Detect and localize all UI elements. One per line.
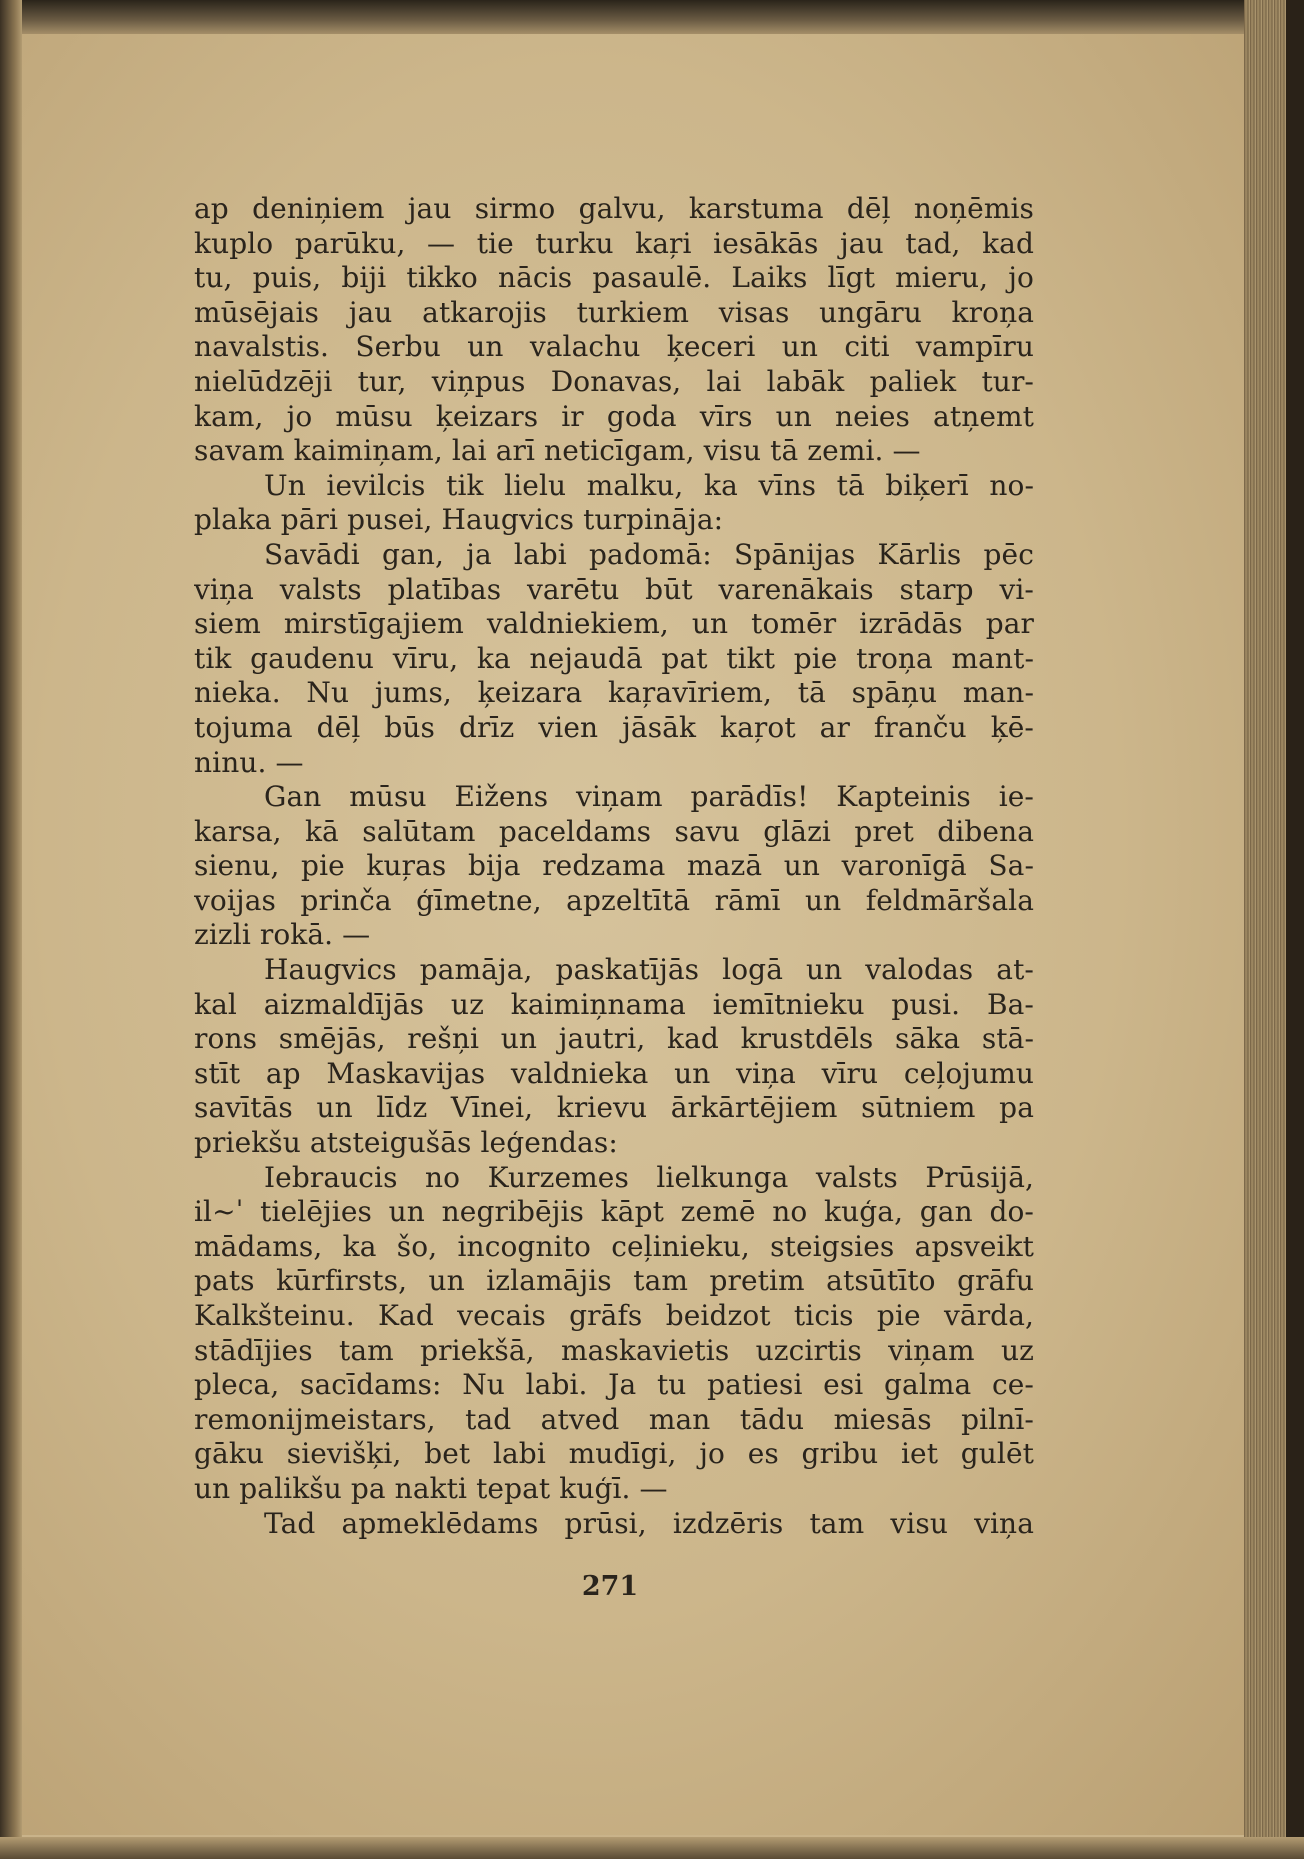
text-line: ap deniņiem jau sirmo galvu, karstuma dēļ noņēmis (194, 192, 1034, 225)
book-binding-edge (0, 0, 22, 1859)
text-line: ninu. — (194, 745, 304, 779)
text-line: un palikšu pa nakti tepat kuģī. — (194, 1471, 668, 1505)
text-line: viņa valsts platības varētu būt varenākais starp vi- (194, 572, 1034, 606)
text-line: tojuma dēļ būs drīz vien jāsāk kaŗot ar franču ķē- (194, 710, 1034, 744)
text-line: Tad apmeklēdams prūsi, izdzēris tam visu viņa (264, 1506, 1034, 1540)
text-line: sienu, pie kuŗas bija redzama mazā un varonīgā Sa- (194, 849, 1034, 883)
text-line: zizli rokā. — (194, 918, 371, 952)
text-line: plaka pāri pusei, Haugvics turpināja: (194, 503, 724, 537)
text-line: Un ievilcis tik lielu malku, ka vīns tā biķerī no- (264, 468, 1034, 502)
text-line: karsa, kā salūtam paceldams savu glāzi pret dibena (194, 814, 1034, 848)
text-line: Haugvics pamāja, paskatījās logā un valodas at- (264, 953, 1034, 987)
text-line: rons smējās, rešņi un jautri, kad krustdēls sāka stā- (194, 1022, 1034, 1056)
text-line: tik gaudenu vīru, ka nejaudā pat tikt pie troņa mant- (194, 641, 1034, 675)
text-line: pats kūrfirsts, un izlamājis tam pretim atsūtīto grāfu (194, 1264, 1034, 1298)
body-text (194, 192, 1034, 1541)
text-line: nielūdzēji tur, viņpus Donavas, lai labāk paliek tur- (194, 364, 1034, 398)
text-line: priekšu atsteigušās leģendas: (194, 1126, 618, 1160)
text-line: Iebraucis no Kurzemes lielkunga valsts Prūsijā, (264, 1160, 1034, 1194)
text-line: mādams, ka šo, incognito ceļinieku, steigsies apsveikt (194, 1229, 1034, 1263)
book-top-edge (0, 0, 1304, 34)
text-line: kuplo parūku, — tie turku kaŗi iesākās jau tad, kad (194, 226, 1034, 260)
text-line: Gan mūsu Eižens viņam parādīs! Kapteinis ie- (264, 780, 1034, 814)
text-line: tu, puis, biji tikko nācis pasaulē. Laiks līgt mieru, jo (194, 261, 1034, 295)
text-line: il~ˈ tielējies un negribējis kāpt zemē no kuģa, gan do- (194, 1195, 1034, 1229)
text-line: nieka. Nu jums, ķeizara kaŗavīriem, tā spāņu man- (194, 676, 1034, 710)
text-line: pleca, sacīdams: Nu labi. Ja tu patiesi esi galma ce- (194, 1368, 1034, 1402)
text-line: kam, jo mūsu ķeizars ir goda vīrs un neies atņemt (194, 399, 1034, 433)
text-line: savītās un līdz Vīnei, krievu ārkārtējiem sūtniem pa (194, 1091, 1034, 1125)
text-line: stādījies tam priekšā, maskavietis uzcirtis viņam uz (194, 1333, 1034, 1367)
text-line: Savādi gan, ja labi padomā: Spānijas Kārlis pēc (264, 537, 1034, 571)
text-line: siem mirstīgajiem valdniekiem, un tomēr izrādās par (194, 607, 1034, 641)
text-line: mūsējais jau atkarojis turkiem visas ungāru kroņa (194, 295, 1034, 329)
book-bottom-edge (0, 1837, 1304, 1859)
book-cover-edge (1286, 0, 1304, 1859)
text-line: gāku sievišķi, bet labi mudīgi, jo es gribu iet gulēt (194, 1437, 1034, 1471)
page-number: 271 (581, 1571, 639, 1602)
text-line: Kalkšteinu. Kad vecais grāfs beidzot ticis pie vārda, (194, 1299, 1034, 1332)
text-line: voijas prinča ģīmetne, apzeltītā rāmī un feldmāršala (194, 883, 1034, 917)
text-line: remonijmeistars, tad atved man tādu miesās pilnī- (194, 1402, 1034, 1436)
text-line: savam kaimiņam, lai arī neticīgam, visu tā zemi. — (194, 434, 921, 468)
text-line: kal aizmaldījās uz kaimiņnama iemītnieku pusi. Ba- (194, 987, 1034, 1021)
text-line: stīt ap Maskavijas valdnieka un viņa vīru ceļojumu (194, 1056, 1034, 1090)
text-line: navalstis. Serbu un valachu ķeceri un citi vampīru (194, 330, 1034, 364)
